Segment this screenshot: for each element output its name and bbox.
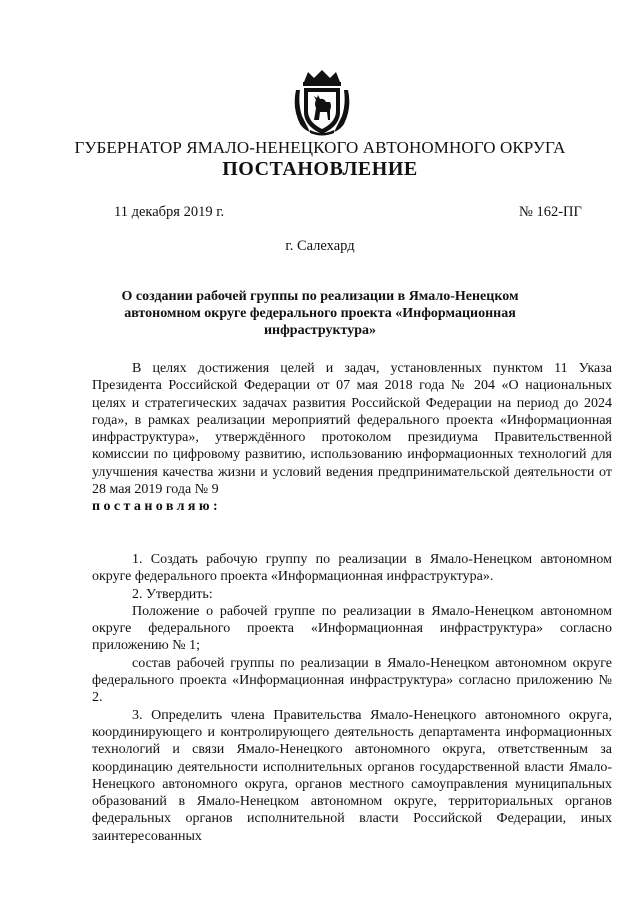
preamble: [92, 360, 612, 516]
document-type-title: ПОСТАНОВЛЕНИЕ: [222, 158, 418, 180]
document-number: № 162-ПГ: [519, 204, 582, 220]
decree-item-3: 3. Определить члена Правительства Ямало-Ненецкого автономного округа, координирующего и контролирующего деятельность департамента информационных технологий и связи Ямало-Ненецкого автономного округа, ответственным за координацию деятельности исполнительных органов государственной власти Ямало-Ненецкого автономного округа, органов местного самоуправления муниципальных образований в Ямало-Ненецком автономном округе, территориальных органов федеральных органов исполнительной власти Российской Федерации, иных заинтересованных: [92, 707, 612, 844]
decree-item-2-sub-1: Положение о рабочей группе по реализации в Ямало-Ненецком автономном округе федерального проекта «Информационная инфраструктура» согласно приложению № 1;: [92, 603, 612, 654]
decree-items: [92, 551, 612, 845]
decree-item-1: 1. Создать рабочую группу по реализации в Ямало-Ненецком автономном округе федерального проекта «Информационная инфраструктура».: [92, 552, 612, 585]
decree-item-2: 2. Утвердить:: [132, 586, 213, 602]
decree-item-2-sub-2: состав рабочей группы по реализации в Ямало-Ненецком автономном округе федерального проекта «Информационная инфраструктура» согласно приложению № 2.: [92, 655, 612, 706]
decree-word: постановляю:: [92, 499, 222, 515]
coat-of-arms-emblem-icon: [290, 68, 354, 136]
document-subject: О создании рабочей группы по реализации в Ямало-Ненецком автономном округе федерального проекта «Информационная инфраструктура»: [121, 289, 519, 338]
governor-title: ГУБЕРНАТОР ЯМАЛО-НЕНЕЦКОГО АВТОНОМНОГО ОКРУГА: [74, 138, 566, 157]
document-city: г. Салехард: [285, 238, 355, 254]
preamble-paragraph: В целях достижения целей и задач, установленных пунктом 11 Указа Президента Российской Федерации от 07 мая 2018 года № 204 «О национальных целях и стратегических задачах развития Российской Федерации на период до 2024 года», в рамках реализации мероприятий федерального проекта «Информационная инфраструктура», утверждённого протоколом президиума Правительственной комиссии по цифровому развитию, использованию информационных технологий для улучшения качества жизни и условий ведения предпринимательской деятельности от 28 мая 2019 года № 9: [92, 361, 612, 498]
document-date: 11 декабря 2019 г.: [114, 204, 225, 220]
